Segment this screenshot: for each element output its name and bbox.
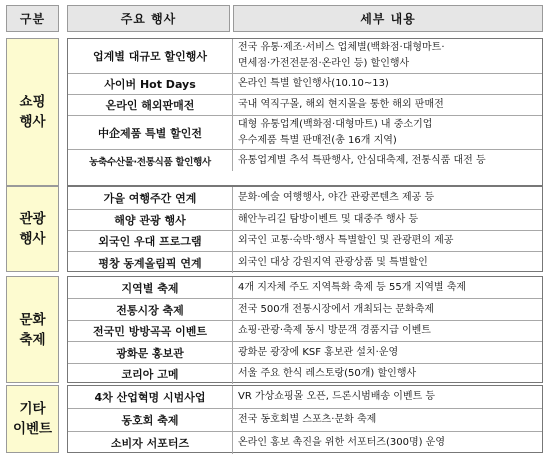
event-detail: 외국인 교통·숙박·행사 특별할인 및 관광편의 제공	[238, 235, 454, 246]
event-detail: 국내 역직구몰, 해외 현지몰을 통한 해외 판매전	[238, 99, 444, 110]
event-detail: 4개 지자체 주도 지역특화 축제 등 55개 지역별 축제	[238, 281, 467, 293]
event-detail: 해안누리길 탐방이벤트 및 대중주 행사 등	[238, 214, 419, 225]
event-detail-cell	[234, 364, 542, 384]
event-detail: 온라인 특별 할인행사(10.10~13)	[238, 78, 389, 89]
event-name: 해양 관광 행사	[68, 210, 233, 230]
table-row	[68, 230, 542, 251]
event-detail-cell	[234, 150, 542, 171]
header-event: 주요 행사	[67, 5, 230, 32]
event-name: 평창 동계올림픽 연계	[68, 252, 233, 273]
header-detail: 세부 내용	[233, 5, 543, 32]
event-name: 업계별 대규모 할인행사	[68, 39, 233, 73]
event-detail-cell	[234, 74, 542, 94]
event-detail: 쇼핑·관광·축제 동시 방문객 경품지급 이벤트	[238, 325, 431, 336]
event-detail-cell	[234, 231, 542, 251]
event-name: 동호회 축제	[68, 409, 233, 431]
event-name: 가을 여행주간 연계	[68, 187, 233, 209]
table-row	[68, 94, 542, 115]
category-cell	[6, 186, 59, 272]
table-row	[68, 277, 542, 298]
event-detail: VR 가상쇼핑몰 오픈, 드론시범배송 이벤트 등	[238, 391, 436, 402]
group-rows	[67, 186, 543, 272]
table-row	[68, 39, 542, 73]
table-row	[68, 251, 542, 273]
event-detail: 문화·예술 여행행사, 야간 관광콘텐츠 제공 등	[238, 192, 435, 203]
event-name: 사이버 Hot Days	[68, 74, 233, 94]
event-name: 전통시장 축제	[68, 299, 233, 320]
event-detail-cell	[234, 321, 542, 341]
event-name: 광화문 홍보관	[68, 342, 233, 363]
category-label: 쇼핑	[19, 94, 46, 110]
event-detail-cell	[234, 252, 542, 273]
event-detail-cell	[234, 95, 542, 115]
event-detail-cell	[234, 299, 542, 320]
table-row	[68, 320, 542, 341]
event-detail-cell	[234, 116, 542, 149]
event-name: 온라인 해외판매전	[68, 95, 233, 115]
category-label: 축제	[19, 331, 46, 348]
event-detail: 유통업계별 추석 특판행사, 안심대축제, 전통식품 대전 등	[238, 154, 486, 166]
event-detail: 서울 주요 한식 레스토랑(50개) 할인행사	[238, 368, 417, 379]
event-detail: 온라인 홍보 촉진을 위한 서포터즈(300명) 운영	[238, 437, 446, 448]
event-name: 농축수산물·전통식품 할인행사	[68, 150, 233, 171]
category-cell	[6, 276, 59, 383]
event-detail-cell	[234, 342, 542, 363]
group-rows	[67, 38, 543, 186]
event-detail: 전국 동호회별 스포츠·문화 축제	[238, 414, 377, 425]
group-rows	[67, 276, 543, 383]
event-name: 전국민 방방곡곡 이벤트	[68, 321, 233, 341]
table-row	[68, 73, 542, 94]
category-label: 행사	[19, 114, 46, 130]
event-detail: 광화문 광장에 KSF 홍보관 설치·운영	[238, 346, 399, 358]
table-row	[68, 298, 542, 320]
event-detail: 대형 유통업계(백화점·대형마트) 내 중소기업 우수제품 특별 판매전(총 16개 지역)	[238, 118, 433, 146]
event-detail: 외국인 대상 강원지역 관광상품 및 특별할인	[238, 256, 428, 268]
event-name: 4차 산업혁명 시범사업	[68, 386, 233, 408]
event-name: 지역별 축제	[68, 277, 233, 298]
category-label: 기타	[19, 401, 46, 417]
event-name: 외국인 우대 프로그램	[68, 231, 233, 251]
category-label: 행사	[19, 231, 46, 247]
event-detail-cell	[234, 409, 542, 431]
event-detail-cell	[234, 386, 542, 408]
table-row	[68, 115, 542, 149]
category-cell	[6, 38, 59, 186]
category-cell	[6, 385, 59, 453]
group-rows	[67, 385, 543, 453]
category-label: 문화	[19, 311, 46, 328]
table-row	[68, 386, 542, 408]
table-row	[68, 408, 542, 431]
table-row	[68, 209, 542, 230]
table-row	[68, 431, 542, 454]
event-detail-cell	[234, 210, 542, 230]
table-row	[68, 149, 542, 171]
category-label: 관광	[19, 211, 46, 227]
event-detail: 전국 유통·제조·서비스 업체별(백화점·대형마트· 면세점·가전전문점·온라인 등) 할인행사	[238, 42, 445, 69]
event-detail-cell	[234, 432, 542, 454]
table-row	[68, 187, 542, 209]
event-name: 中企제품 특별 할인전	[68, 116, 233, 149]
table-row	[68, 341, 542, 363]
header-category: 구분	[6, 5, 59, 32]
event-name: 소비자 서포터즈	[68, 432, 233, 454]
event-name: 코리아 고메	[68, 364, 233, 384]
event-detail: 전국 500개 전통시장에서 개최되는 문화축제	[238, 303, 435, 315]
event-detail-cell	[234, 39, 542, 73]
event-detail-cell	[234, 277, 542, 298]
table-row	[68, 363, 542, 384]
category-label: 이벤트	[12, 421, 53, 437]
event-detail-cell	[234, 187, 542, 209]
